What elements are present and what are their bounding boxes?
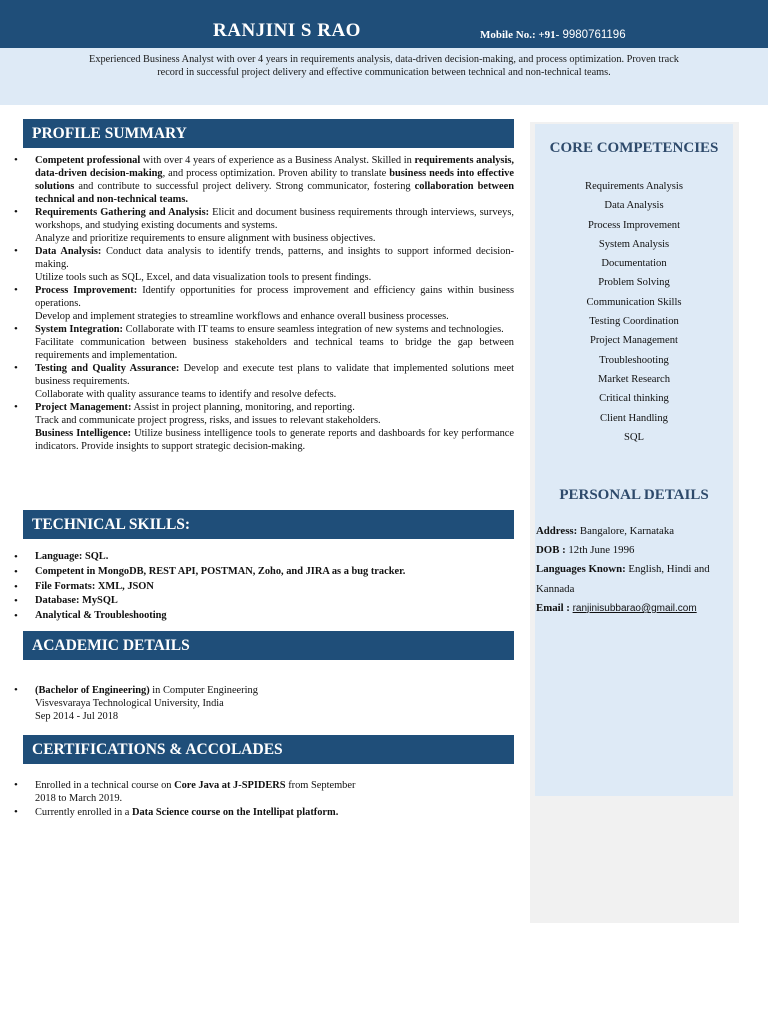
list-item — [14, 684, 514, 723]
text: Collaborate with IT teams to ensure seamless integration of new systems and technologies. — [123, 324, 504, 335]
bold-text: Process Improvement: — [35, 285, 138, 296]
competency-item: Requirements Analysis — [585, 181, 683, 192]
header-bar — [0, 0, 768, 48]
bold-text: Competent professional — [35, 155, 141, 166]
mobile-number — [480, 29, 626, 41]
competency-item: Testing Coordination — [589, 316, 679, 328]
bold-text: Requirements Gathering and Analysis: — [35, 207, 210, 218]
header-summary-line: record in successful project delivery and effective communication between technical and non-technical teams. — [157, 67, 611, 78]
bold-text: Data Science course on the Intellipat platform. — [131, 807, 339, 818]
bold-text: Analytical & Troubleshooting — [35, 610, 167, 622]
competency-item: Problem Solving — [598, 277, 670, 289]
list-item — [14, 580, 514, 595]
profile-list — [14, 154, 514, 453]
text: , and process optimization. Proven ability to translate — [162, 168, 390, 179]
bold-text: collaboration between technical and non-technical teams. — [35, 181, 514, 205]
text: Currently enrolled in a — [35, 807, 132, 818]
text: in Computer Engineering — [149, 685, 258, 696]
competencies-list — [535, 177, 733, 447]
text: Sep 2014 - Jul 2018 — [35, 711, 119, 722]
email-link[interactable]: ranjinisubbarao@gmail.com — [572, 602, 697, 614]
mobile-label: Mobile No.: +91- — [480, 29, 560, 41]
list-item — [14, 323, 514, 362]
languages-label: Languages Known: — [536, 563, 626, 576]
competency-item: SQL — [623, 431, 644, 443]
dob-label: DOB : — [536, 544, 566, 557]
bold-text: Project Management: — [35, 402, 132, 413]
list-item — [14, 594, 514, 609]
text: from September — [285, 780, 356, 791]
competency-item: System Analysis — [598, 238, 670, 250]
section-heading-profile: PROFILE SUMMARY — [23, 119, 514, 148]
text: Identify opportunities for process improvement and efficiency gains within business operations. — [35, 285, 514, 309]
list-item — [14, 401, 514, 427]
competency-item: Process Improvement — [587, 219, 681, 231]
bold-text: Data Analysis: — [35, 246, 102, 257]
list-item — [14, 154, 514, 206]
text: Conduct data analysis to identify trends, patterns, and insights to support informed decision-making. — [35, 246, 514, 270]
bold-text: File Formats: XML, JSON — [35, 580, 154, 592]
text: Elicit and document business requirements through interviews, surveys, workshops, and studying existing documents and systems. — [35, 207, 514, 231]
text: Utilize business intelligence tools to generate reports and dashboards for key performance indicators. Provide insights to support strategic decision-making. — [35, 428, 515, 452]
bold-text: Core Java at J-SPIDERS — [174, 780, 286, 791]
bold-text: (Bachelor of Engineering) — [35, 685, 150, 696]
bold-text: Competent in MongoDB, REST API, POSTMAN, Zoho, and JIRA as a bug tracker. — [35, 565, 406, 577]
competency-item: Project Management — [590, 335, 678, 347]
text: Collaborate with quality assurance teams to identify and resolve defects. — [35, 389, 337, 400]
text: Analyze and prioritize requirements to ensure alignment with business objectives. — [35, 233, 376, 244]
dob-row — [536, 541, 734, 560]
list-item — [14, 609, 514, 624]
list-item — [14, 362, 514, 401]
list-item — [14, 550, 514, 565]
mobile-value: 9980761196 — [559, 29, 626, 41]
list-item — [14, 206, 514, 245]
email-label: Email : — [536, 601, 570, 614]
address-label: Address: — [536, 525, 578, 537]
list-item — [14, 284, 514, 323]
languages-value: English, Hindi and Kannada — [536, 563, 710, 595]
text: Develop and implement strategies to streamline workflows and enhance overall business processes. — [35, 311, 449, 322]
text: Visvesvaraya Technological University, India — [35, 698, 224, 709]
personal-details — [536, 522, 734, 618]
text: Develop and execute test plans to validate that implemented solutions meet business requirements. — [35, 363, 514, 387]
address-row — [536, 522, 734, 541]
text: and contribute to successful project delivery. Strong communicator, fostering — [74, 181, 415, 192]
header-summary-line: Experienced Business Analyst with over 4 years in requirements analysis, data-driven decision-making, and process optimization. Proven track — [89, 54, 679, 65]
competency-item: Critical thinking — [599, 393, 669, 405]
text: Assist in project planning, monitoring, and reporting. — [131, 402, 355, 413]
text: 2018 to March 2019. — [35, 793, 123, 804]
list-item — [14, 565, 514, 580]
languages-row — [536, 560, 734, 598]
text: Facilitate communication between business stakeholders and technical teams to bridge the gap between requirements and implementation. — [35, 337, 514, 361]
bold-text: System Integration: — [35, 324, 124, 335]
list-item — [14, 806, 514, 819]
text: Utilize tools such as SQL, Excel, and data visualization tools to present findings. — [35, 272, 372, 283]
section-heading-personal: PERSONAL DETAILS — [559, 487, 709, 503]
candidate-name: RANJINI S RAO — [213, 20, 361, 41]
bold-text: business needs into effective solutions — [35, 168, 514, 192]
text: Enrolled in a technical course on — [35, 780, 175, 791]
list-item — [14, 427, 514, 453]
bold-text: Database: MySQL — [35, 595, 118, 607]
bold-text: requirements analysis, data-driven decision-making — [35, 155, 515, 179]
section-heading-academic: ACADEMIC DETAILS — [23, 631, 514, 660]
competency-item: Market Research — [597, 373, 671, 385]
bold-text: Business Intelligence: — [35, 428, 132, 439]
bold-text: Language: SQL. — [35, 551, 109, 562]
list-item — [14, 779, 514, 805]
certifications-list — [14, 779, 514, 819]
academic-list — [14, 684, 514, 723]
competency-item: Documentation — [601, 258, 667, 270]
dob-value: 12th June 1996 — [565, 544, 635, 557]
competency-item: Troubleshooting — [599, 354, 669, 366]
text: with over 4 years of experience as a Business Analyst. Skilled in — [140, 155, 415, 166]
section-heading-certifications: CERTIFICATIONS & ACCOLADES — [23, 735, 514, 764]
header-summary — [18, 53, 750, 79]
technical-list — [14, 550, 514, 624]
competency-item: Communication Skills — [586, 296, 682, 308]
list-item — [14, 245, 514, 284]
text: Track and communicate project progress, risks, and issues to relevant stakeholders. — [35, 415, 381, 426]
competency-item: Data Analysis — [604, 200, 664, 212]
email-row — [536, 599, 734, 618]
competency-item: Client Handling — [600, 412, 668, 424]
address-value: Bangalore, Karnataka — [577, 525, 675, 537]
bold-text: Testing and Quality Assurance: — [35, 363, 180, 374]
section-heading-technical: TECHNICAL SKILLS: — [23, 510, 514, 539]
section-heading-competencies: CORE COMPETENCIES — [549, 140, 719, 156]
